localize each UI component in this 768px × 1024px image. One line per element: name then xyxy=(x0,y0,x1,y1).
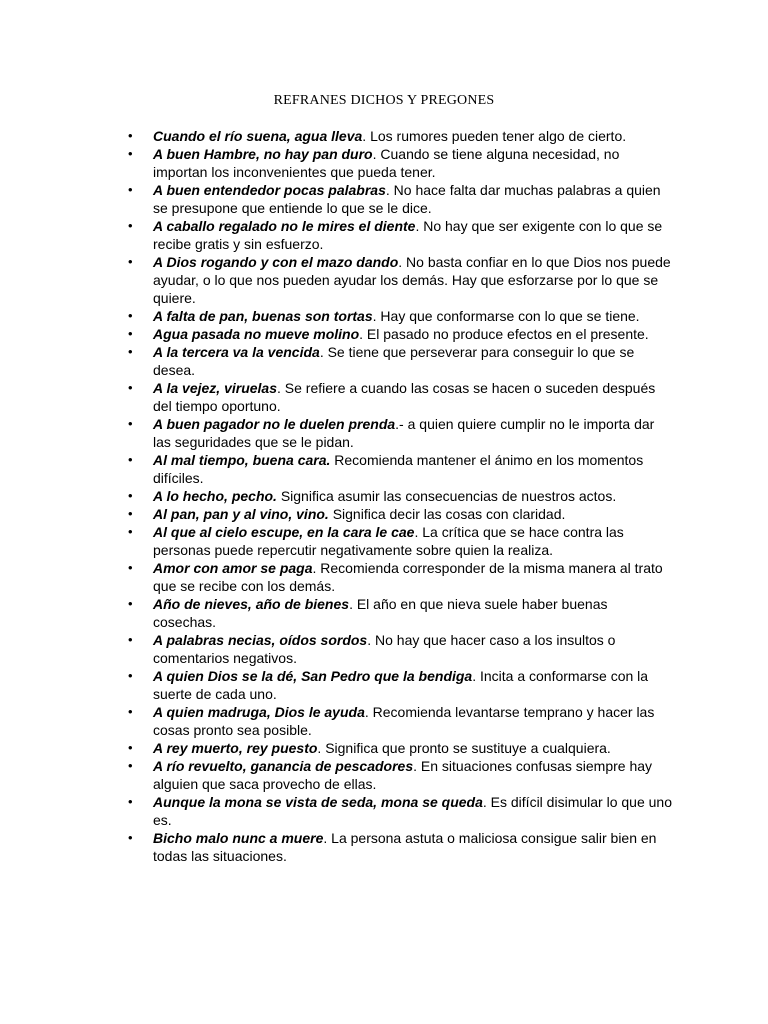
list-item xyxy=(128,703,673,739)
refran-explanation: . Recomienda levantarse temprano y hacer las cosas pronto sea posible. xyxy=(153,704,655,738)
bullet-icon: • xyxy=(128,380,133,395)
refran-saying: A Dios rogando y con el mazo dando xyxy=(153,254,399,270)
refran-saying: A la tercera va la vencida xyxy=(153,344,320,360)
refran-saying: A río revuelto, ganancia de pescadores xyxy=(153,758,414,774)
refran-explanation: . Incita a conformarse con la suerte de cada uno. xyxy=(153,668,649,702)
refran-saying: A falta de pan, buenas son tortas xyxy=(153,308,373,324)
bullet-icon: • xyxy=(128,254,133,269)
refran-explanation: . Se refiere a cuando las cosas se hacen o suceden después del tiempo oportuno. xyxy=(153,380,656,414)
refran-explanation: . El pasado no produce efectos en el presente. xyxy=(359,326,649,342)
bullet-icon: • xyxy=(128,326,133,341)
refran-saying: A buen pagador no le duelen prenda xyxy=(153,416,396,432)
bullet-icon: • xyxy=(128,506,133,521)
list-item xyxy=(128,505,673,523)
list-item xyxy=(128,667,673,703)
refran-saying: Bicho malo nunc a muere xyxy=(153,830,324,846)
list-item xyxy=(128,127,673,145)
list-item xyxy=(128,757,673,793)
bullet-icon: • xyxy=(128,182,133,197)
refran-saying: A la vejez, viruelas xyxy=(153,380,277,396)
list-item xyxy=(128,739,673,757)
refran-explanation: Significa asumir las consecuencias de nuestros actos. xyxy=(276,488,617,504)
list-item xyxy=(128,595,673,631)
refran-explanation: Significa decir las cosas con claridad. xyxy=(328,506,566,522)
bullet-icon: • xyxy=(128,344,133,359)
list-item xyxy=(128,217,673,253)
bullet-icon: • xyxy=(128,740,133,755)
refran-saying: Aunque la mona se vista de seda, mona se queda xyxy=(153,794,483,810)
bullet-icon: • xyxy=(128,488,133,503)
refran-explanation: . La persona astuta o maliciosa consigue salir bien en todas las situaciones. xyxy=(153,830,657,864)
list-item xyxy=(128,523,673,559)
list-item xyxy=(128,325,673,343)
refran-explanation: . No basta confiar en lo que Dios nos puede ayudar, o lo que nos pueden ayudar los demás. Hay que esforzarse por lo que se quiere. xyxy=(153,254,671,306)
refran-saying: A lo hecho, pecho. xyxy=(153,488,277,504)
bullet-icon: • xyxy=(128,758,133,773)
refran-saying: A quien Dios se la dé, San Pedro que la bendiga xyxy=(153,668,473,684)
list-item xyxy=(128,145,673,181)
bullet-icon: • xyxy=(128,704,133,719)
refran-explanation: Recomienda mantener el ánimo en los momentos difíciles. xyxy=(153,452,644,486)
refran-explanation: . El año en que nieva suele haber buenas cosechas. xyxy=(153,596,608,630)
refran-saying: A buen entendedor pocas palabras xyxy=(153,182,386,198)
refran-saying: A palabras necias, oídos sordos xyxy=(153,632,368,648)
refran-saying: A rey muerto, rey puesto xyxy=(153,740,318,756)
refran-explanation: . Significa que pronto se sustituye a cualquiera. xyxy=(317,740,611,756)
list-item xyxy=(128,487,673,505)
refranes-list xyxy=(128,127,673,865)
list-item xyxy=(128,829,673,865)
refran-saying: Año de nieves, año de bienes xyxy=(153,596,350,612)
list-item xyxy=(128,451,673,487)
refran-explanation: . En situaciones confusas siempre hay alguien que saca provecho de ellas. xyxy=(153,758,653,792)
bullet-icon: • xyxy=(128,416,133,431)
refran-saying: Cuando el río suena, agua lleva xyxy=(153,128,363,144)
refran-saying: Al pan, pan y al vino, vino. xyxy=(153,506,329,522)
refran-explanation: . La crítica que se hace contra las personas puede repercutir negativamente sobre quien la realiza. xyxy=(153,524,624,558)
bullet-icon: • xyxy=(128,560,133,575)
bullet-icon: • xyxy=(128,218,133,233)
document-title: REFRANES DICHOS Y PREGONES xyxy=(273,93,495,108)
bullet-icon: • xyxy=(128,308,133,323)
refran-saying: Al mal tiempo, buena cara. xyxy=(153,452,331,468)
refran-explanation: . Los rumores pueden tener algo de cierto. xyxy=(362,128,627,144)
refran-explanation: . No hay que ser exigente con lo que se recibe gratis y sin esfuerzo. xyxy=(153,218,663,252)
list-item xyxy=(128,307,673,325)
refran-explanation: . Hay que conformarse con lo que se tiene. xyxy=(372,308,640,324)
refran-saying: A buen Hambre, no hay pan duro xyxy=(153,146,373,162)
bullet-icon: • xyxy=(128,596,133,611)
list-item xyxy=(128,793,673,829)
refran-explanation: . Cuando se tiene alguna necesidad, no importan los inconvenientes que pueda tener. xyxy=(153,146,620,180)
refran-saying: A quien madruga, Dios le ayuda xyxy=(153,704,365,720)
refran-explanation: . No hace falta dar muchas palabras a quien se presupone que entiende lo que se le dice. xyxy=(153,182,661,216)
bullet-icon: • xyxy=(128,632,133,647)
refran-saying: A caballo regalado no le mires el diente xyxy=(153,218,416,234)
list-item xyxy=(128,343,673,379)
bullet-icon: • xyxy=(128,668,133,683)
list-item xyxy=(128,253,673,307)
refran-explanation: .- a quien quiere cumplir no le importa dar las seguridades que se le pidan. xyxy=(153,416,655,450)
bullet-icon: • xyxy=(128,128,133,143)
bullet-icon: • xyxy=(128,146,133,161)
bullet-icon: • xyxy=(128,524,133,539)
list-item xyxy=(128,559,673,595)
list-item xyxy=(128,415,673,451)
refran-explanation: . Recomienda corresponder de la misma manera al trato que se recibe con los demás. xyxy=(153,560,663,594)
bullet-icon: • xyxy=(128,452,133,467)
refran-explanation: . Se tiene que perseverar para conseguir lo que se desea. xyxy=(153,344,635,378)
refran-saying: Al que al cielo escupe, en la cara le cae xyxy=(153,524,415,540)
refran-explanation: . No hay que hacer caso a los insultos o comentarios negativos. xyxy=(153,632,616,666)
bullet-icon: • xyxy=(128,794,133,809)
list-item xyxy=(128,379,673,415)
list-item xyxy=(128,181,673,217)
bullet-icon: • xyxy=(128,830,133,845)
list-item xyxy=(128,631,673,667)
refran-saying: Amor con amor se paga xyxy=(153,560,313,576)
refran-explanation: . Es difícil disimular lo que uno es. xyxy=(153,794,672,828)
refran-saying: Agua pasada no mueve molino xyxy=(153,326,360,342)
